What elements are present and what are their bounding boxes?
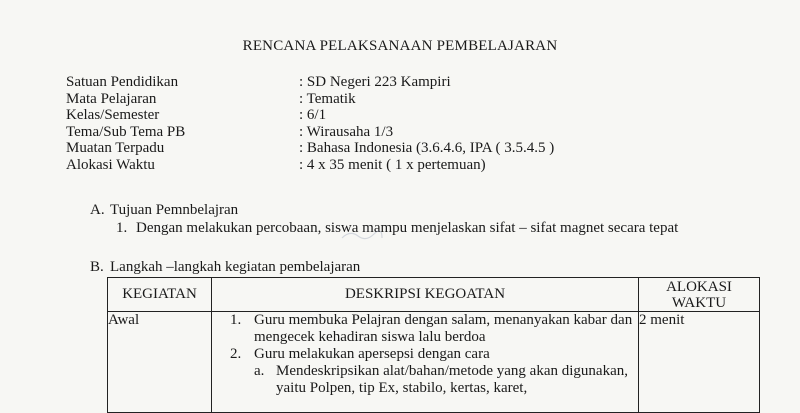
step-number: 2. (230, 346, 242, 362)
header-kegiatan: KEGIATAN (108, 278, 212, 312)
header-alokasi (639, 278, 760, 312)
info-label: Muatan Terpadu (66, 140, 165, 156)
activity-table (107, 277, 760, 413)
info-label: Tema/Sub Tema PB (66, 123, 186, 140)
info-value: : Tematik (299, 90, 356, 107)
info-value: : SD Negeri 223 Kampiri (299, 74, 451, 90)
info-label: Alokasi Waktu (66, 156, 155, 173)
info-label: Kelas/Semester (66, 107, 160, 123)
section-a-title: Tujuan Pemnbelajran (110, 202, 239, 218)
section-a-heading (90, 202, 238, 219)
info-value: : 6/1 (299, 107, 327, 123)
section-b-heading (90, 259, 360, 276)
section-b-title: Langkah –langkah kegiatan pembelajaran (110, 259, 361, 275)
step-text: Guru melakukan apersepsi dengan cara (254, 346, 490, 362)
info-label: Mata Pelajaran (66, 90, 157, 107)
step-text: Guru membuka Pelajran dengan salam, menanyakan kabar dan mengecek kehadiran siswa lalu berdoa (254, 312, 633, 345)
header-alokasi-line1: ALOKASI (666, 278, 732, 295)
sub-step-text: Mendeskripsikan alat/bahan/metode yang akan digunakan, yaitu Polpen, tip Ex, stabilo, kertas, karet, (276, 363, 628, 396)
section-b-marker: B. (90, 259, 104, 275)
cell-kegiatan: Awal (108, 312, 212, 413)
cell-waktu: 2 menit (639, 312, 760, 413)
info-label: Satuan Pendidikan (66, 74, 179, 90)
faint-stamp-mark (340, 226, 384, 244)
step-number: 1. (230, 312, 242, 328)
step-item (212, 346, 638, 363)
table-header-row (108, 278, 760, 312)
objective-text: Dengan melakukan percobaan, siswa mampu menjelaskan sifat – sifat magnet secara tepat (136, 220, 679, 236)
info-value: : Wirausaha 1/3 (299, 123, 394, 140)
sub-step-item (212, 363, 638, 397)
sub-step-letter: a. (254, 363, 265, 379)
header-alokasi-line2: WAKTU (671, 294, 727, 311)
info-value: : Bahasa Indonesia (3.6.4.6, IPA ( 3.5.4.5 ) (299, 140, 555, 156)
document-title: RENCANA PELAKSANAAN PEMBELAJARAN (242, 38, 558, 54)
table-row (108, 312, 760, 413)
step-item (212, 312, 638, 346)
section-a-marker: A. (90, 202, 105, 218)
info-value: : 4 x 35 menit ( 1 x pertemuan) (299, 156, 486, 173)
objective-item (116, 220, 678, 237)
objective-marker: 1. (116, 220, 128, 236)
cell-deskripsi (212, 312, 639, 413)
header-deskripsi: DESKRIPSI KEGOATAN (212, 278, 639, 312)
